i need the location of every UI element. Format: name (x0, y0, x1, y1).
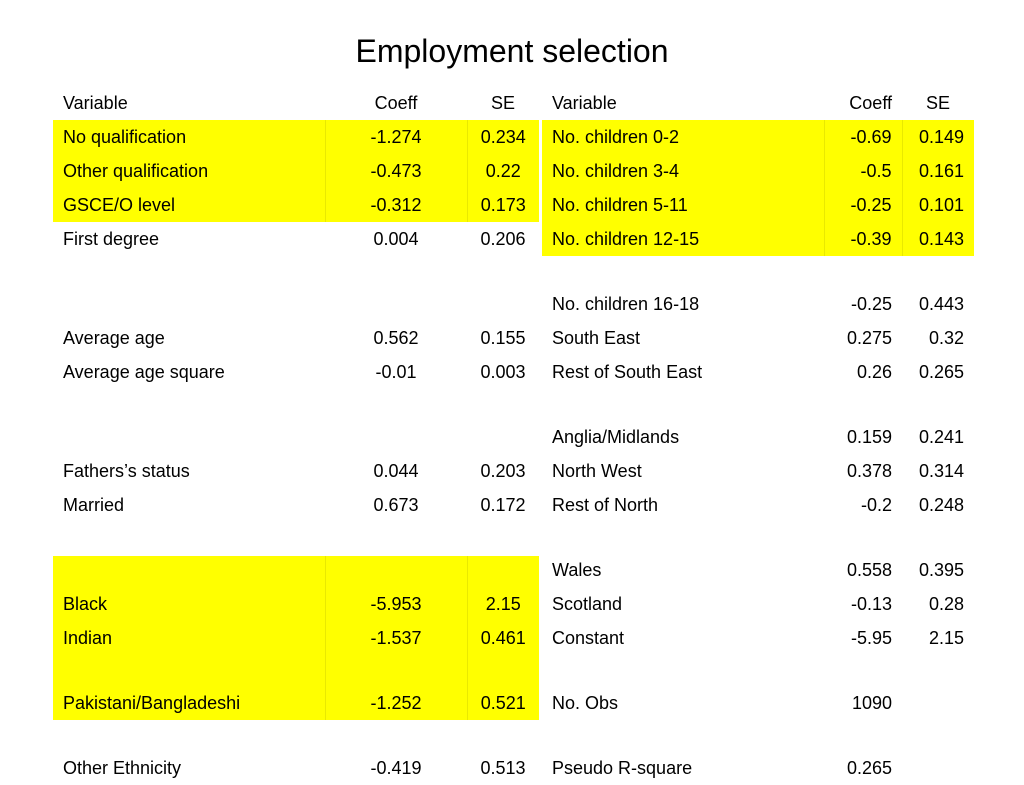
coeff-cell: -0.2 (860, 495, 892, 515)
coeff-cell: -1.537 (325, 621, 467, 655)
coeff-cell: -0.39 (824, 222, 902, 256)
coeff-cell: 0.558 (846, 560, 892, 580)
variable-cell: Wales (552, 560, 602, 580)
table-row (53, 655, 539, 720)
variable-cell: Married (63, 495, 125, 515)
variable-cell: Rest of South East (552, 362, 703, 382)
variable-cell: Average age square (63, 362, 225, 382)
table-row (542, 188, 974, 222)
se-cell: 0.395 (918, 560, 964, 580)
table-row (53, 720, 539, 785)
table-row (542, 454, 974, 488)
table-row (542, 522, 974, 587)
variable-cell: Other Ethnicity (63, 758, 182, 778)
variable-cell: Scotland (552, 594, 623, 614)
table-row (53, 222, 539, 256)
header-coeff: Coeff (374, 93, 418, 113)
right-coefficient-table (542, 86, 974, 785)
variable-cell (53, 256, 325, 290)
header-se: SE (490, 93, 515, 113)
table-row (53, 355, 539, 389)
se-cell: 0.22 (467, 154, 539, 188)
table-row (542, 488, 974, 522)
se-cell: 0.248 (918, 495, 964, 515)
table-row (542, 120, 974, 154)
variable-cell (53, 389, 325, 423)
coeff-cell: 0.673 (373, 495, 419, 515)
se-cell (902, 655, 974, 720)
coeff-cell: -1.252 (325, 655, 467, 720)
se-cell: 0.265 (918, 362, 964, 382)
table-row (53, 188, 539, 222)
coeff-cell: -0.13 (850, 594, 892, 614)
coeff-cell: 0.378 (846, 461, 892, 481)
se-cell: 2.15 (928, 628, 964, 648)
coeff-cell: -0.419 (370, 758, 422, 778)
coeff-cell: -0.69 (824, 120, 902, 154)
table-header-row (53, 86, 539, 120)
se-cell: 0.143 (902, 222, 974, 256)
table-row (53, 488, 539, 522)
variable-cell: South East (552, 328, 641, 348)
se-cell: 0.513 (480, 758, 526, 778)
variable-cell: No qualification (53, 120, 325, 154)
table-row (53, 621, 539, 655)
table-row (542, 355, 974, 389)
variable-cell: Black (53, 556, 325, 621)
coeff-cell: -0.01 (375, 362, 417, 382)
se-cell: 0.443 (918, 294, 964, 314)
table-row (53, 290, 539, 355)
header-coeff: Coeff (849, 93, 892, 113)
variable-cell: Indian (53, 621, 325, 655)
spacer-row (53, 256, 539, 290)
table-row (542, 389, 974, 454)
se-cell: 0.521 (467, 655, 539, 720)
se-cell: 0.161 (902, 154, 974, 188)
left-coefficient-table (53, 86, 539, 785)
table-row (542, 655, 974, 720)
coeff-cell: 0.265 (846, 758, 892, 778)
se-cell (467, 256, 539, 290)
coeff-cell (325, 389, 467, 423)
table-row (542, 621, 974, 655)
table-row (53, 120, 539, 154)
spacer-row (53, 522, 539, 556)
coeff-cell: 0.562 (373, 328, 419, 348)
variable-cell: Rest of North (552, 495, 659, 515)
se-cell: 0.314 (918, 461, 964, 481)
coeff-cell (325, 256, 467, 290)
coeff-cell: -0.312 (325, 188, 467, 222)
se-cell: 0.461 (467, 621, 539, 655)
coeff-cell: 0.159 (846, 427, 892, 447)
variable-cell: Average age (63, 328, 165, 348)
table-row (542, 720, 974, 785)
header-variable: Variable (552, 93, 617, 113)
se-cell: 0.234 (467, 120, 539, 154)
variable-cell (53, 522, 325, 556)
se-cell (467, 389, 539, 423)
header-se: SE (925, 93, 950, 113)
se-cell (902, 720, 974, 785)
coeff-cell: -0.5 (824, 154, 902, 188)
coeff-cell: 0.26 (856, 362, 892, 382)
coeff-cell: 0.004 (373, 229, 419, 249)
se-cell: 0.241 (918, 427, 964, 447)
page-title: Employment selection (355, 33, 669, 69)
variable-cell: No. children 0-2 (542, 120, 824, 154)
variable-cell: No. children 12-15 (542, 222, 824, 256)
coeff-cell: 0.044 (373, 461, 419, 481)
se-cell: 0.32 (928, 328, 964, 348)
spacer-row (53, 389, 539, 423)
se-cell: 0.149 (902, 120, 974, 154)
table-row (542, 256, 974, 321)
table-row (542, 222, 974, 256)
variable-cell: No. children 3-4 (542, 154, 824, 188)
variable-cell: Pseudo R-square (552, 758, 693, 778)
variable-cell: No. children 16-18 (552, 294, 700, 314)
table-row (542, 154, 974, 188)
table-row (53, 556, 539, 621)
se-cell: 0.28 (928, 594, 964, 614)
variable-cell: Fathers’s status (63, 461, 190, 481)
se-cell: 0.003 (480, 362, 526, 382)
table-row (53, 423, 539, 488)
se-cell: 0.206 (480, 229, 526, 249)
se-cell: 0.101 (902, 188, 974, 222)
variable-cell: Pakistani/Bangladeshi (53, 655, 325, 720)
coeff-cell: -1.274 (325, 120, 467, 154)
variable-cell: No. Obs (552, 693, 619, 713)
coeff-cell: 0.275 (846, 328, 892, 348)
variable-cell: Other qualification (53, 154, 325, 188)
variable-cell: No. children 5-11 (542, 188, 824, 222)
table-header-row (542, 86, 974, 120)
variable-cell: GSCE/O level (53, 188, 325, 222)
header-variable: Variable (63, 93, 128, 113)
se-cell: 0.172 (480, 495, 526, 515)
variable-cell: Anglia/Midlands (552, 427, 680, 447)
variable-cell: Constant (552, 628, 625, 648)
coeff-cell: 1090 (851, 693, 892, 713)
table-row (53, 154, 539, 188)
coeff-cell: -0.25 (824, 188, 902, 222)
variable-cell: North West (552, 461, 642, 481)
se-cell: 2.15 (467, 556, 539, 621)
se-cell: 0.173 (467, 188, 539, 222)
se-cell: 0.155 (480, 328, 526, 348)
coeff-cell (325, 522, 467, 556)
variable-cell: First degree (63, 229, 160, 249)
coeff-cell: -5.95 (850, 628, 892, 648)
coeff-cell: -0.473 (325, 154, 467, 188)
se-cell: 0.203 (480, 461, 526, 481)
coeff-cell: -5.953 (325, 556, 467, 621)
coeff-cell: -0.25 (850, 294, 892, 314)
table-row (542, 587, 974, 621)
se-cell (467, 522, 539, 556)
table-row (542, 321, 974, 355)
